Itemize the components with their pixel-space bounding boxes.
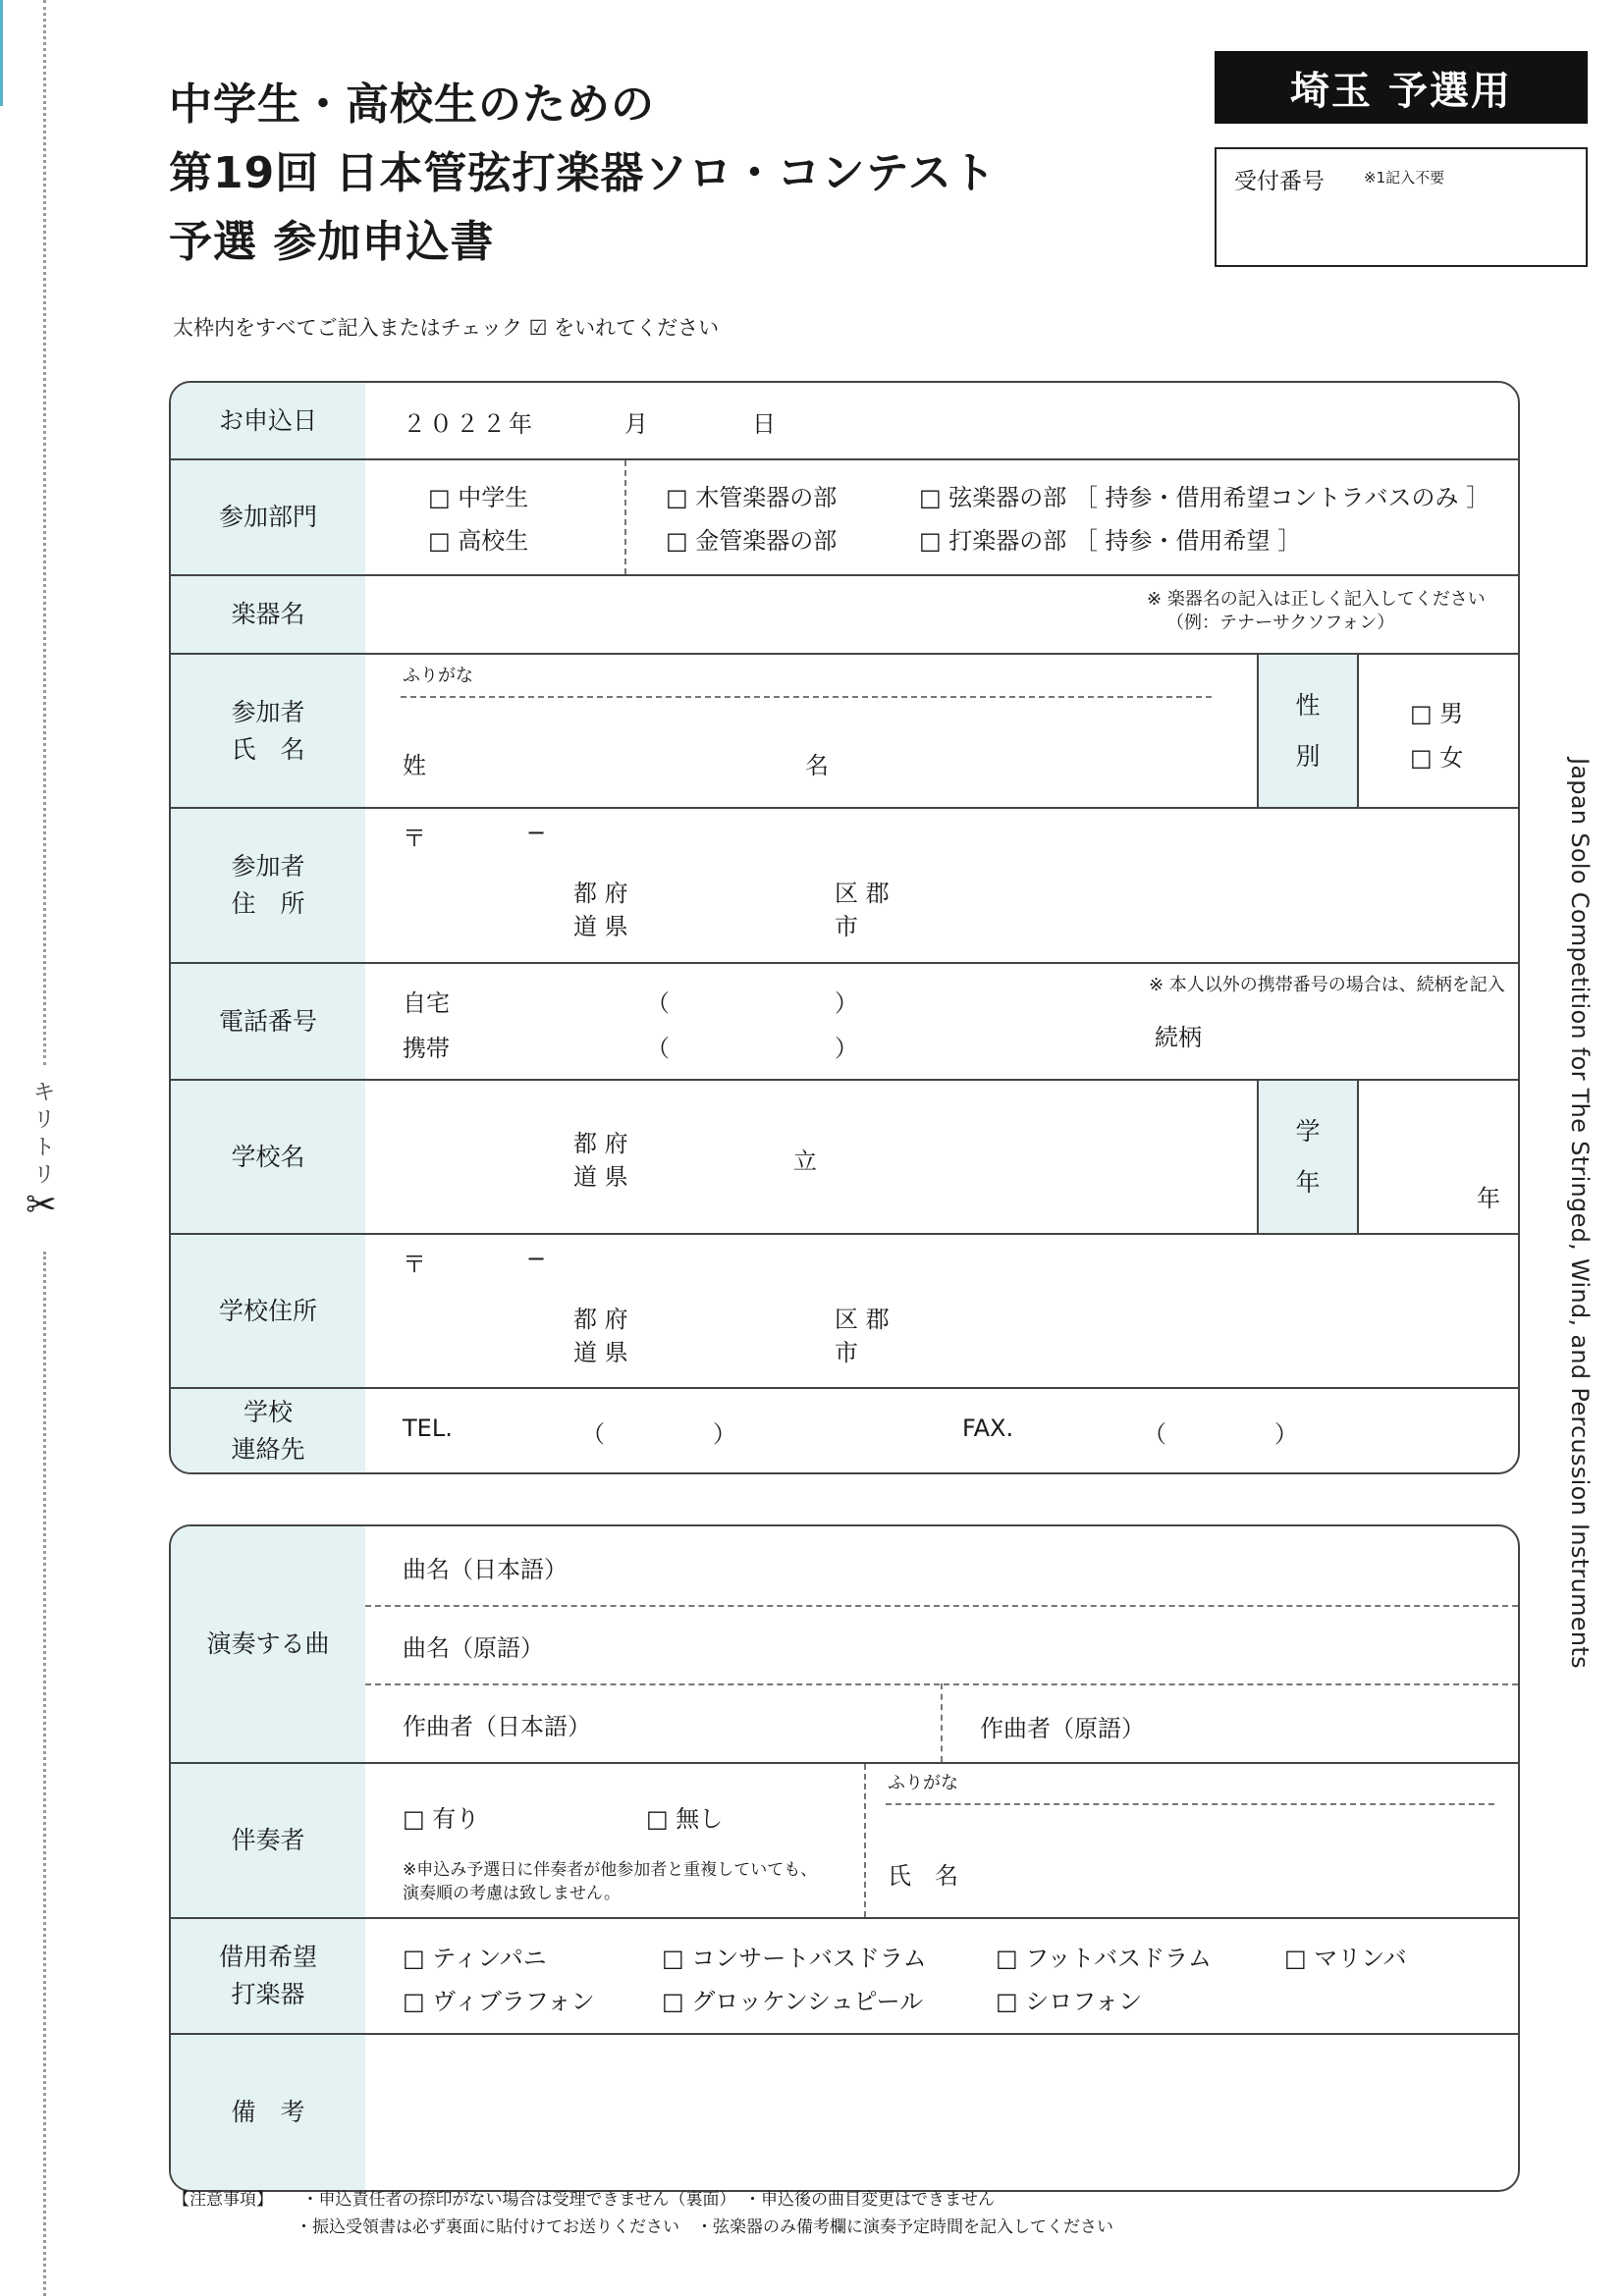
label-gender: 性 別: [1257, 655, 1359, 807]
school-prefecture-1: 都 府: [573, 1130, 628, 1157]
row-percussion-rental: [171, 1919, 1518, 2035]
school-prefecture-2: 道 県: [573, 1163, 628, 1191]
cut-label: キリトリ: [32, 1081, 55, 1188]
receipt-label: 受付番号: [1234, 169, 1325, 194]
instrument-note: ※ 楽器名の記入は正しく記入してください （例：テナーサクソフォン）: [1147, 589, 1486, 633]
paren: ）: [835, 989, 858, 1017]
city-label-2: 市: [835, 913, 858, 940]
row-school: [171, 1081, 1518, 1235]
divider: [624, 460, 626, 574]
cut-line-top: [43, 0, 46, 1065]
accompanist-note: ※申込み予選日に伴奏者が他参加者と重複していても、 演奏順の考慮は致しません。: [403, 1860, 818, 1903]
postal-dash: −: [526, 819, 547, 846]
label-division: 参加部門: [171, 460, 365, 574]
checkbox-percussion[interactable]: □ 打楽器の部 ［ 持参・借用希望 ］: [919, 527, 1302, 555]
fax-label[interactable]: FAX.: [962, 1415, 1014, 1442]
title-line-1: 中学生・高校生のための: [169, 80, 655, 130]
school-type-label: 立: [793, 1148, 817, 1175]
label-school-address: 学校住所: [171, 1235, 365, 1387]
row-address: [171, 809, 1518, 964]
school-postal-mark: 〒: [403, 1251, 426, 1278]
paren: ）: [713, 1420, 736, 1448]
paren: （: [1143, 1420, 1166, 1448]
checkbox-woodwind[interactable]: □ 木管楽器の部: [666, 484, 838, 511]
label-remarks: 備 考: [171, 2035, 365, 2190]
notes-line-1: ・申込責任者の捺印がない場合は受理できません（裏面） ・申込後の曲目変更はできません: [301, 2190, 995, 2210]
piece-title-ja[interactable]: 曲名（日本語）: [403, 1556, 568, 1583]
label-phone: 電話番号: [171, 964, 365, 1079]
given-name-label[interactable]: 名: [805, 752, 829, 779]
checkbox-male[interactable]: □ 男: [1410, 700, 1464, 727]
scissors-icon: ✂: [26, 1183, 57, 1226]
row-division: [171, 460, 1518, 576]
accompanist-furigana: ふりがな: [888, 1773, 958, 1793]
school-pref-label-1: 都 府: [573, 1306, 628, 1333]
label-accompanist: 伴奏者: [171, 1764, 365, 1917]
label-grade: 学 年: [1257, 1081, 1359, 1233]
title-line-3: 予選 参加申込書: [169, 217, 495, 267]
receipt-note: ※1記入不要: [1364, 169, 1445, 187]
piece-divider-1: [365, 1605, 1518, 1607]
paren: （: [646, 1035, 670, 1062]
school-city-label-1: 区 郡: [835, 1306, 890, 1333]
applicant-form-box: [169, 381, 1520, 1474]
row-accompanist: [171, 1764, 1518, 1919]
label-school: 学校名: [171, 1081, 365, 1233]
checkbox-concert-bass-drum[interactable]: □ コンサートバスドラム: [662, 1945, 927, 1972]
edge-mark: [0, 0, 3, 106]
mobile-phone-label[interactable]: 携帯: [403, 1035, 450, 1062]
composer-ja[interactable]: 作曲者（日本語）: [403, 1713, 591, 1740]
row-school-address: [171, 1235, 1518, 1389]
phone-note: ※ 本人以外の携帯番号の場合は、続柄を記入: [1149, 975, 1505, 995]
instruction-text: 太枠内をすべてご記入またはチェック ☑ をいれてください: [173, 316, 720, 340]
furigana-line: [401, 696, 1212, 698]
postal-mark: 〒: [403, 825, 426, 852]
date-year[interactable]: ２０２２年: [403, 410, 535, 438]
surname-label[interactable]: 姓: [403, 752, 426, 779]
performance-form-box: [169, 1524, 1520, 2192]
paren: （: [646, 989, 670, 1017]
checkbox-high-school[interactable]: □ 高校生: [428, 527, 529, 555]
prefecture-label-1: 都 府: [573, 880, 628, 907]
row-instrument: [171, 576, 1518, 655]
checkbox-accompanist-yes[interactable]: □ 有り: [403, 1805, 480, 1833]
composer-divider: [941, 1683, 943, 1762]
receipt-number-box: [1215, 147, 1588, 267]
accompanist-name[interactable]: 氏 名: [888, 1862, 958, 1890]
tel-label[interactable]: TEL.: [403, 1415, 453, 1442]
paren: ）: [1274, 1420, 1298, 1448]
composer-orig[interactable]: 作曲者（原語）: [980, 1715, 1145, 1742]
label-instrument: 楽器名: [171, 576, 365, 653]
region-badge: 埼玉 予選用: [1215, 51, 1588, 124]
paren: （: [581, 1420, 605, 1448]
row-phone: [171, 964, 1518, 1081]
notes-heading: 【注意事項】: [173, 2190, 265, 2210]
date-month[interactable]: 月: [624, 410, 648, 438]
school-postal-dash: −: [526, 1245, 547, 1272]
side-english-title: Japan Solo Competition for The Stringed, Wind, and Percussion Instruments: [1566, 758, 1594, 1669]
accompanist-divider: [864, 1764, 866, 1917]
row-name: [171, 655, 1518, 809]
label-percussion-rental: 借用希望 打楽器: [171, 1919, 365, 2033]
row-remarks: [171, 2035, 1518, 2190]
prefecture-label-2: 道 県: [573, 913, 628, 940]
school-city-label-2: 市: [835, 1339, 858, 1366]
school-pref-label-2: 道 県: [573, 1339, 628, 1366]
furigana-label: ふりがな: [403, 666, 473, 686]
paren: ）: [835, 1035, 858, 1062]
home-phone-label[interactable]: 自宅: [403, 989, 450, 1017]
page-title: [169, 71, 997, 277]
row-date: [171, 383, 1518, 460]
accompanist-furigana-line: [886, 1803, 1494, 1805]
label-name: 参加者 氏 名: [171, 655, 365, 807]
label-school-contact: 学校 連絡先: [171, 1389, 365, 1472]
grade-unit: 年: [1477, 1185, 1500, 1212]
city-label-1: 区 郡: [835, 880, 890, 907]
checkbox-junior-high[interactable]: □ 中学生: [428, 484, 529, 511]
label-date: お申込日: [171, 383, 365, 458]
notes: [173, 2186, 1113, 2241]
title-line-2: 第19回 日本管弦打楽器ソロ・コンテスト: [169, 148, 997, 198]
relation-label[interactable]: 続柄: [1155, 1024, 1202, 1051]
label-address: 参加者 住 所: [171, 809, 365, 962]
row-piece: [171, 1526, 1518, 1764]
piece-title-orig[interactable]: 曲名（原語）: [403, 1634, 544, 1662]
checkbox-timpani[interactable]: □ ティンパニ: [403, 1945, 547, 1972]
checkbox-marimba[interactable]: □ マリンバ: [1284, 1945, 1407, 1972]
checkbox-accompanist-no[interactable]: □ 無し: [646, 1805, 724, 1833]
date-day[interactable]: 日: [752, 410, 776, 438]
checkbox-foot-bass-drum[interactable]: □ フットバスドラム: [996, 1945, 1212, 1972]
checkbox-strings[interactable]: □ 弦楽器の部 ［ 持参・借用希望コントラバスのみ ］: [919, 484, 1490, 511]
label-piece: 演奏する曲: [171, 1526, 365, 1762]
checkbox-xylophone[interactable]: □ シロフォン: [996, 1988, 1143, 2015]
row-school-contact: [171, 1389, 1518, 1472]
checkbox-brass[interactable]: □ 金管楽器の部: [666, 527, 838, 555]
checkbox-glockenspiel[interactable]: □ グロッケンシュピール: [662, 1988, 924, 2015]
cut-line-bottom: [43, 1252, 46, 2296]
notes-line-2: ・振込受領書は必ず裏面に貼付けてお送りください ・弦楽器のみ備考欄に演奏予定時間を記入してください: [296, 2217, 1113, 2237]
checkbox-vibraphone[interactable]: □ ヴィブラフォン: [403, 1988, 595, 2015]
checkbox-female[interactable]: □ 女: [1410, 744, 1464, 772]
